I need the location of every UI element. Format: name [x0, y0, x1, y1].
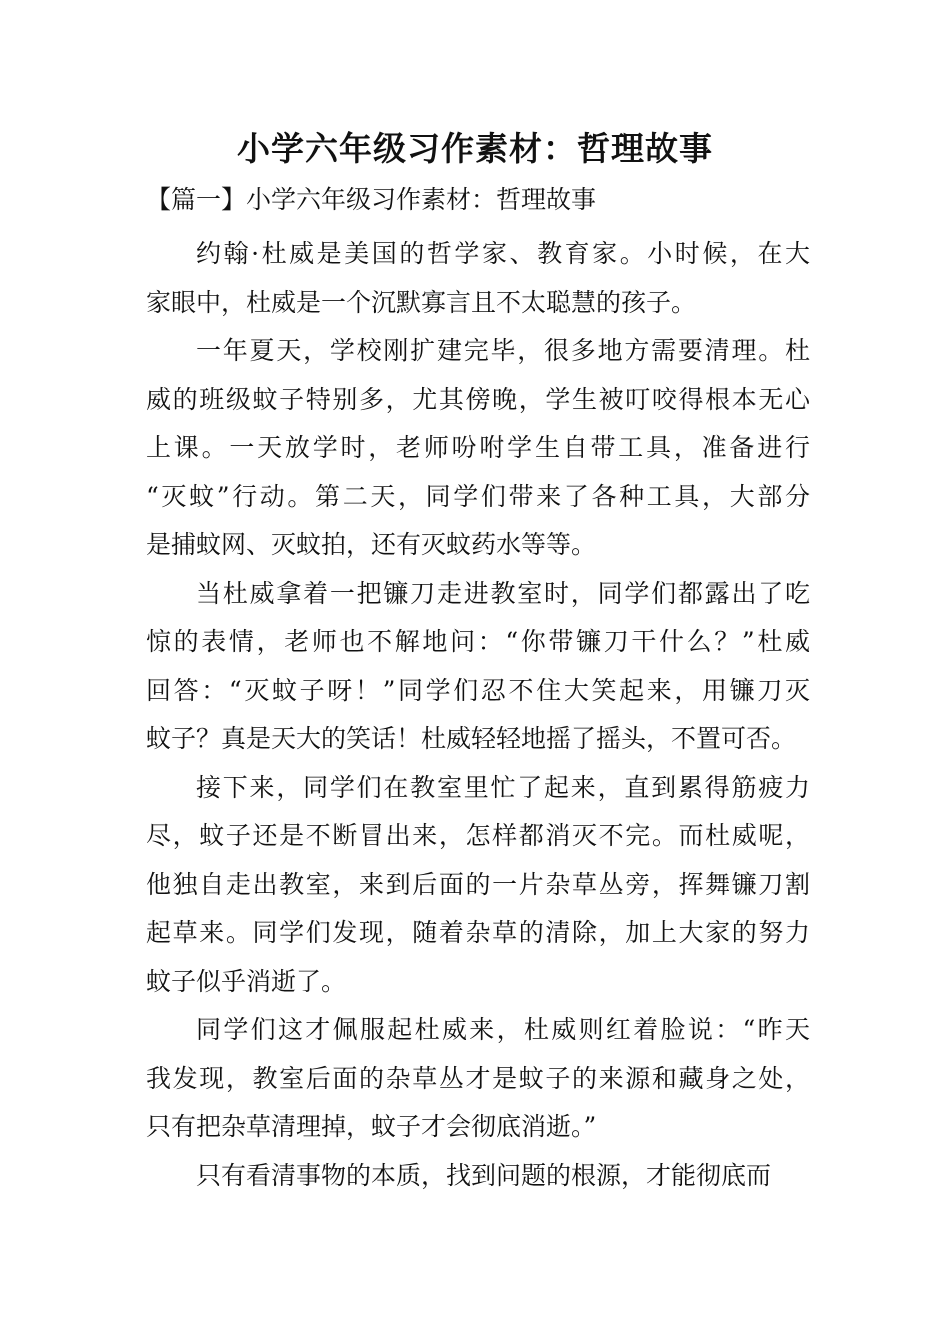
paragraph-line: 上课。一天放学时，老师吩咐学生自带工具，准备进行 [146, 433, 810, 462]
paragraph-line: 接下来，同学们在教室里忙了起来，直到累得筋疲力 [196, 772, 810, 802]
paragraph-line: 尽，蚊子还是不断冒出来，怎样都消灭不完。而杜威呢， [146, 821, 810, 850]
paragraph-line: 回答：“灭蚊子呀！”同学们忍不住大笑起来，用镰刀灭 [146, 675, 810, 705]
paragraph-line: 是捕蚊网、灭蚊拍，还有灭蚊药水等等。 [146, 530, 597, 559]
paragraph-line: 只有看清事物的本质，找到问题的根源，才能彻底而 [196, 1160, 772, 1190]
paragraph-line: 蚊子？真是天大的笑话！杜威轻轻地摇了摇头，不置可否。 [146, 724, 797, 753]
paragraph-line: 只有把杂草清理掉，蚊子才会彻底消逝。” [146, 1112, 597, 1141]
paragraph-line: 我发现，教室后面的杂草丛才是蚊子的来源和藏身之处， [146, 1063, 810, 1093]
paragraph-line: 家眼中，杜威是一个沉默寡言且不太聪慧的孩子。 [146, 287, 697, 317]
paragraph-line: 惊的表情，老师也不解地问：“你带镰刀干什么？”杜威 [146, 627, 810, 656]
paragraph [146, 327, 810, 570]
paragraph-line: 同学们这才佩服起杜威来，杜威则红着脸说：“昨天 [196, 1015, 810, 1044]
paragraph-line: 蚊子似乎消逝了。 [146, 966, 347, 996]
paragraph-line: 威的班级蚊子特别多，尤其傍晚，学生被叮咬得根本无心 [146, 384, 810, 414]
paragraph [146, 764, 810, 1007]
paragraph-line: 一年夏天，学校刚扩建完毕，很多地方需要清理。杜 [196, 336, 810, 365]
paragraph-line: 当杜威拿着一把镰刀走进教室时，同学们都露出了吃 [196, 578, 810, 608]
paragraph [146, 1152, 810, 1201]
paragraph [146, 230, 810, 327]
paragraph [146, 1006, 810, 1152]
paragraph [146, 570, 810, 764]
paragraph-line: 起草来。同学们发现，随着杂草的清除，加上大家的努力 [146, 918, 810, 947]
section-heading: 【篇一】小学六年级习作素材：哲理故事 [146, 185, 597, 214]
paragraph-line: 他独自走出教室，来到后面的一片杂草丛旁，挥舞镰刀割 [146, 869, 810, 899]
document-title: 小学六年级习作素材：哲理故事 [237, 129, 713, 168]
paragraph-line: “灭蚊”行动。第二天，同学们带来了各种工具，大部分 [146, 481, 810, 511]
paragraph-line: 约翰·杜威是美国的哲学家、教育家。小时候，在大 [196, 239, 810, 268]
document-body [146, 230, 810, 1200]
